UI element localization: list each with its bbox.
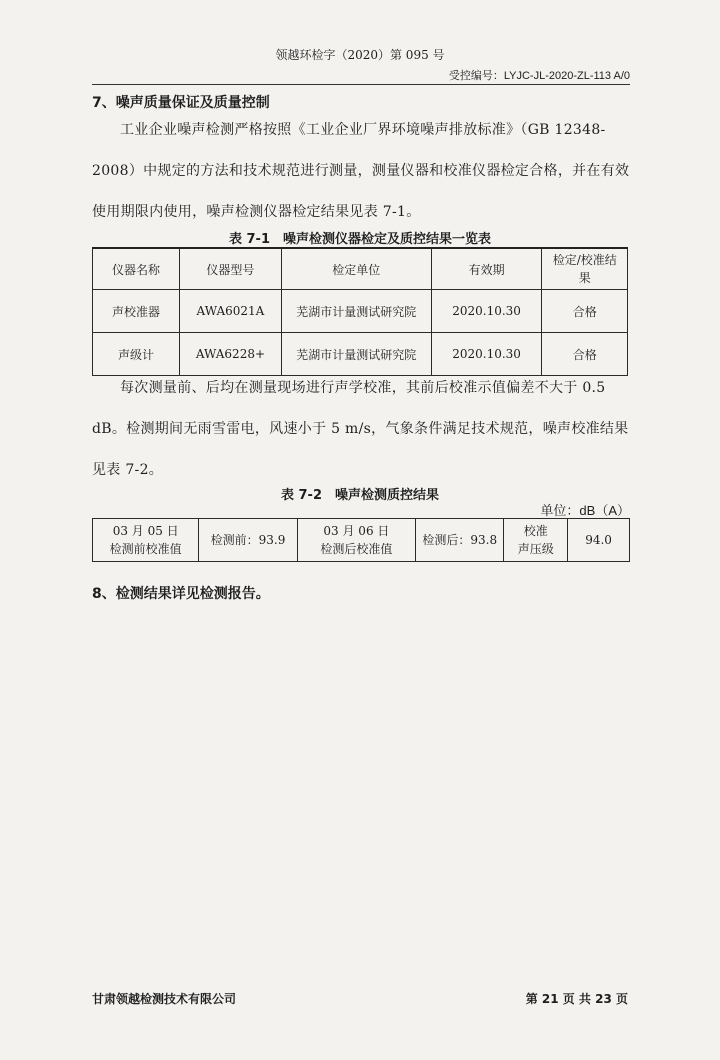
section-7-paragraph-1 bbox=[92, 110, 632, 233]
footer-page-number: 第 21 页 共 23 页 bbox=[525, 992, 628, 1006]
header-divider bbox=[92, 84, 630, 85]
table-cell: 2020.10.30 bbox=[431, 333, 542, 376]
noise-qc-table bbox=[92, 518, 630, 562]
instrument-calibration-table bbox=[92, 247, 628, 376]
cell-line: 检测前校准值 bbox=[109, 542, 182, 556]
cell-line: 声压级 bbox=[517, 542, 554, 556]
cell-line: 校准 bbox=[523, 524, 548, 538]
table-7-2-caption: 表 7-2 噪声检测质控结果 bbox=[280, 488, 439, 503]
table-cell: 94.0 bbox=[568, 519, 630, 562]
control-code: 受控编号：LYJC-JL-2020-ZL-113 A/0 bbox=[448, 70, 630, 82]
table-cell: AWA6021A bbox=[180, 290, 282, 333]
table-row bbox=[93, 290, 628, 333]
header-cell: 有效期 bbox=[431, 248, 542, 290]
table-cell bbox=[297, 519, 416, 562]
unit-label: 单位：dB（A） bbox=[540, 503, 630, 518]
header-cell: 检定/校准结果 bbox=[542, 248, 628, 290]
header-cell: 仪器型号 bbox=[180, 248, 282, 290]
table-7-1-caption: 表 7-1 噪声检测仪器检定及质控结果一览表 bbox=[228, 232, 491, 247]
table-cell: 芜湖市计量测试研究院 bbox=[281, 333, 431, 376]
table-cell: 合格 bbox=[542, 333, 628, 376]
section-7-heading: 7、噪声质量保证及质量控制 bbox=[92, 95, 270, 111]
table-cell bbox=[504, 519, 568, 562]
table-row bbox=[93, 519, 630, 562]
table-cell: 合格 bbox=[542, 290, 628, 333]
table-cell: AWA6228+ bbox=[180, 333, 282, 376]
cell-line: 检测后校准值 bbox=[320, 542, 393, 556]
section-8-heading: 8、检测结果详见检测报告。 bbox=[92, 586, 270, 602]
table-cell: 检测前：93.9 bbox=[199, 519, 297, 562]
document-number: 领越环检字（2020）第 095 号 bbox=[275, 48, 445, 62]
header-cell: 仪器名称 bbox=[93, 248, 180, 290]
table-header-row bbox=[93, 248, 628, 290]
paragraph-text: 工业企业噪声检测严格按照《工业企业厂界环境噪声排放标准》（GB 12348-2008）中规定的方法和技术规范进行测量，测量仪器和校准仪器检定合格，并在有效使用期限内使用，噪声检测仪器检定结果见表 7-1。 bbox=[92, 122, 630, 220]
header-cell: 检定单位 bbox=[281, 248, 431, 290]
section-7-paragraph-2 bbox=[92, 368, 632, 491]
cell-line: 03 月 05 日 bbox=[112, 524, 179, 538]
table-cell bbox=[93, 519, 199, 562]
table-cell: 2020.10.30 bbox=[431, 290, 542, 333]
paragraph-text: 每次测量前、后均在测量现场进行声学校准，其前后校准示值偏差不大于 0.5 dB。检测期间无雨雪雷电，风速小于 5 m/s，气象条件满足技术规范，噪声校准结果见表 7-2。 bbox=[92, 380, 629, 478]
table-cell: 声级计 bbox=[93, 333, 180, 376]
footer-company: 甘肃领越检测技术有限公司 bbox=[92, 992, 237, 1006]
table-cell: 芜湖市计量测试研究院 bbox=[281, 290, 431, 333]
table-cell: 声校准器 bbox=[93, 290, 180, 333]
table-cell: 检测后：93.8 bbox=[416, 519, 504, 562]
cell-line: 03 月 06 日 bbox=[323, 524, 390, 538]
